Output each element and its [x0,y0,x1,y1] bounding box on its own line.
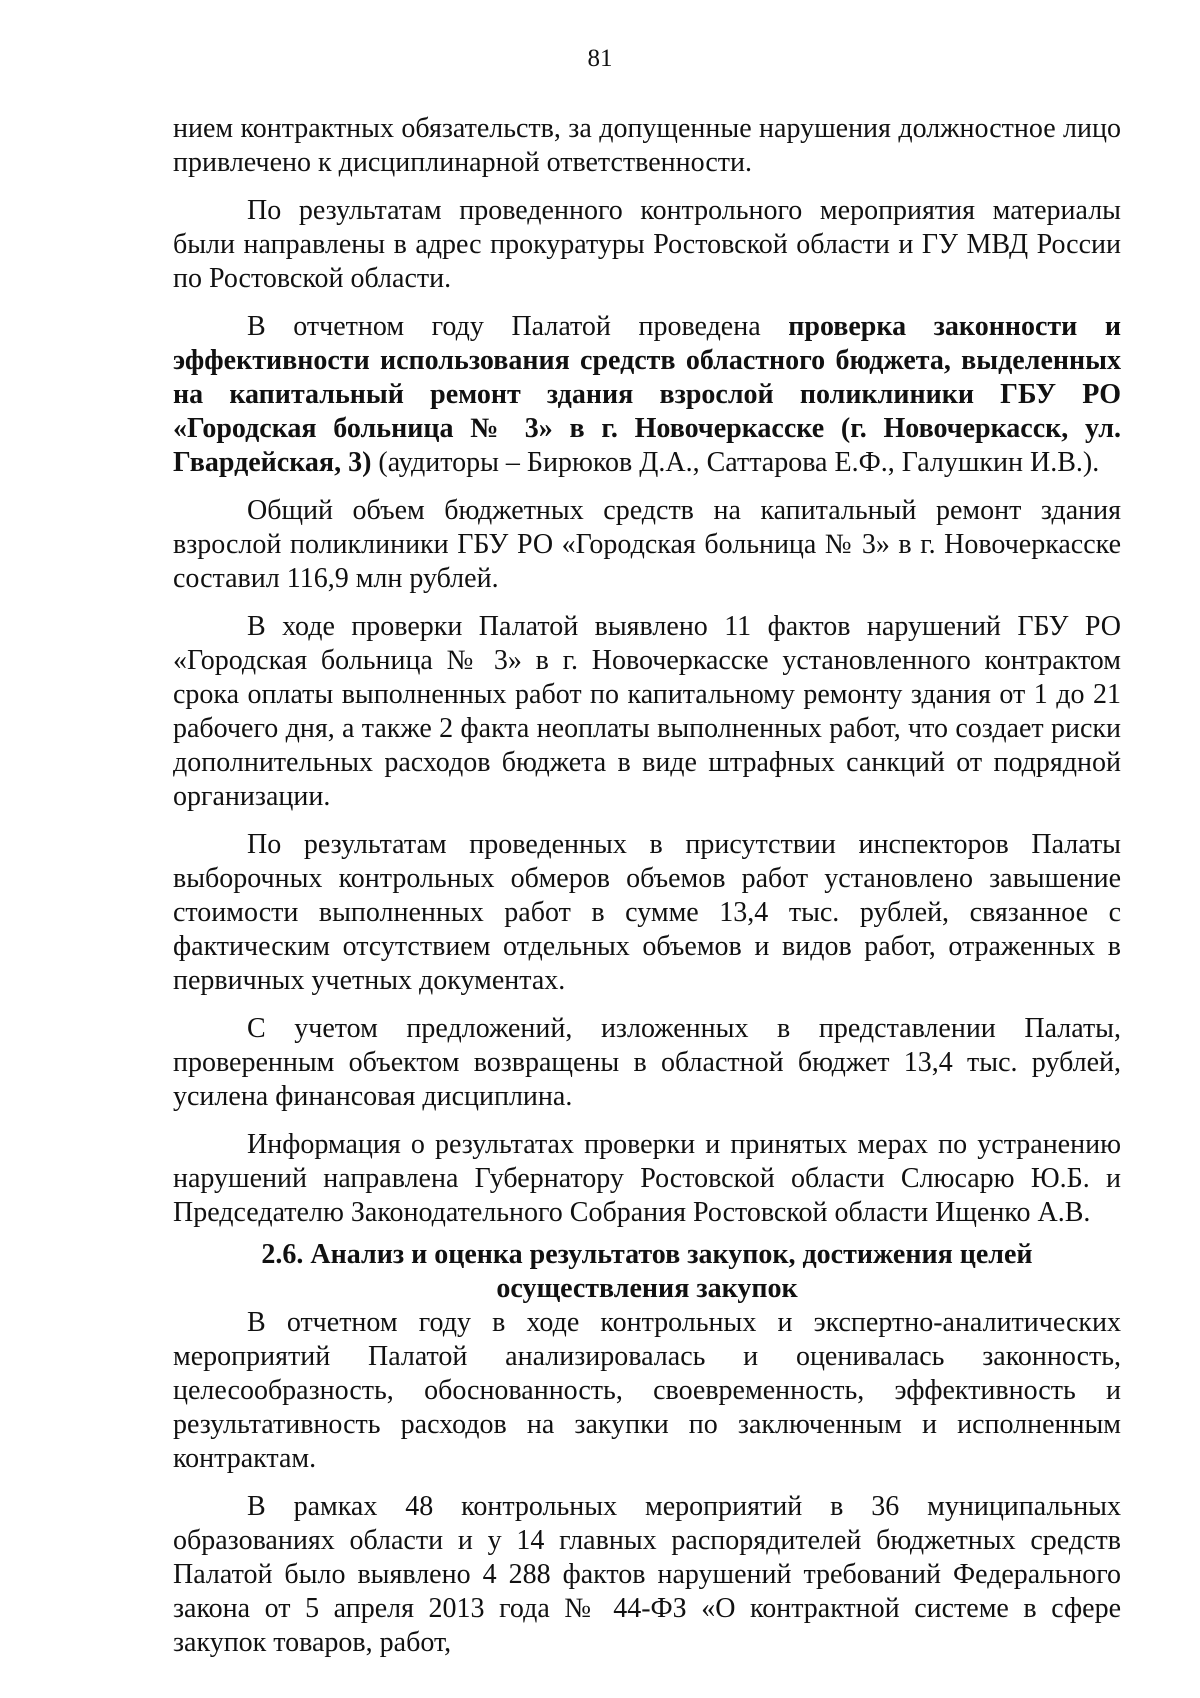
paragraph-violations-found: В ходе проверки Палатой выявлено 11 фактов нарушений ГБУ РО «Городская больница № 3» в г. Новочеркасске установленного контрактом срока оплаты выполненных работ по капитальному ремонту здания от 1 до 21 рабочего дня, а также 2 факта неоплаты выполненных работ, что создает риски дополнительных расходов бюджета в виде штрафных санкций от подрядной организации. [173,611,1121,812]
paragraph-audit-intro: В отчетном году Палатой проведена [247,311,789,342]
paragraph-budget-volume: Общий объем бюджетных средств на капитальный ремонт здания взрослой поликлиники ГБУ РО «Городская больница № 3» в г. Новочеркасске составил 116,9 млн рублей. [173,495,1121,594]
page-number: 81 [587,45,613,72]
paragraph-control-activities: В рамках 48 контрольных мероприятий в 36 муниципальных образованиях области и у 14 главных распорядителей бюджетных средств Палатой было выявлено 4 288 фактов нарушений требований Федерального закона от 5 апреля 2013 года № 44-ФЗ «О контрактной системе в сфере закупок товаров, работ, [173,1491,1121,1658]
paragraph-procurement-analysis: В отчетном году в ходе контрольных и экспертно-аналитических мероприятий Палатой анализировалась и оценивалась законность, целесообразность, обоснованность, своевременность, эффективность и результативность расходов на закупки по заключенным и исполненным контрактам. [173,1307,1121,1474]
paragraph-information-sent: Информация о результатах проверки и принятых мерах по устранению нарушений направлена Губернатору Ростовской области Слюсарю Ю.Б. и Председателю Законодательного Собрания Ростовской области Ищенко А.В. [173,1129,1121,1228]
section-heading [173,1238,1121,1306]
paragraph-measurements: По результатам проведенных в присутствии инспекторов Палаты выборочных контрольных обмеров объемов работ установлено завышение стоимости выполненных работ в сумме 13,4 тыс. рублей, связанное с фактическим отсутствием отдельных объемов и видов работ, отраженных в первичных учетных документах. [173,829,1121,996]
paragraph-funds-returned: С учетом предложений, изложенных в представлении Палаты, проверенным объектом возвращены в областной бюджет 13,4 тыс. рублей, усилена финансовая дисциплина. [173,1013,1121,1112]
paragraph-audit-auditors: (аудиторы – Бирюков Д.А., Саттарова Е.Ф., Галушкин И.В.). [371,447,1100,478]
paragraph-audit-subject: проверка законности и эффективности использования средств областного бюджета, выделенных на капитальный ремонт здания взрослой поликлиники ГБУ РО «Городская больница № 3» в г. Новочеркасске (г. Новочеркасск, ул. Гвардейская, 3) [173,311,1121,478]
paragraph-continuation: нием контрактных обязательств, за допущенные нарушения должностное лицо привлечено к дисциплинарной ответственности. [173,113,1121,178]
section-heading-line-1: 2.6. Анализ и оценка результатов закупок, достижения целей [261,1239,1033,1270]
paragraph-materials-sent: По результатам проведенного контрольного мероприятия материалы были направлены в адрес прокуратуры Ростовской области и ГУ МВД России по Ростовской области. [173,195,1121,294]
section-heading-line-2: осуществления закупок [496,1273,798,1304]
document-body [173,112,1121,1674]
paragraph-audit-announcement [173,310,1121,480]
